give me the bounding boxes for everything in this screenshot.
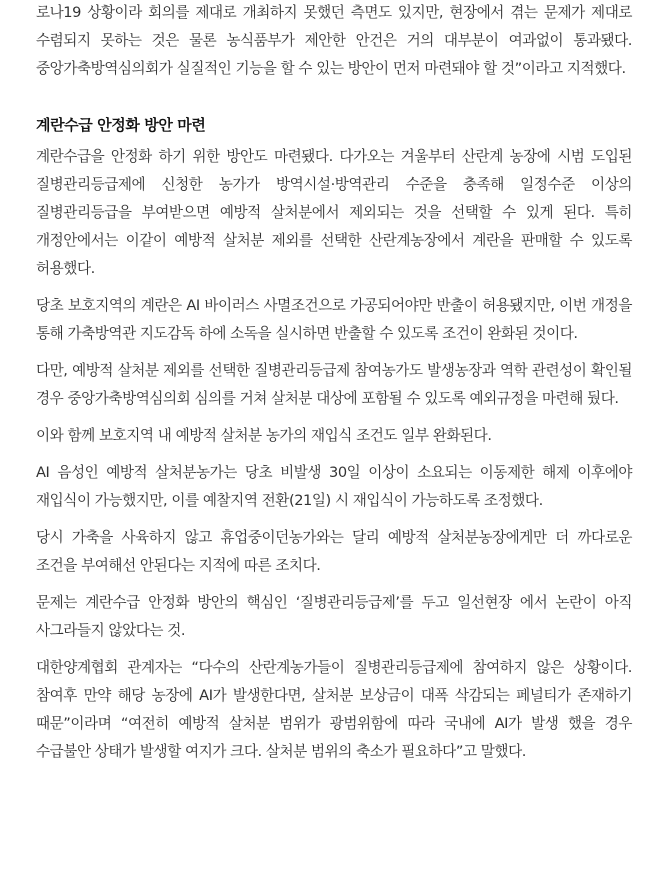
intro-paragraph: 로나19 상황이라 회의를 제대로 개최하지 못했던 측면도 있지만, 현장에서 겪는 문제가 제대로 수렴되지 못하는 것은 물론 농식품부가 제안한 안건은 거의 대부분이 여과없이 통과됐다. 중앙가축방역심의회가 실질적인 기능을 할 수 있는 방안이 먼저 마련돼야 할 것”이라고 지적했다. [36, 4, 632, 77]
article-body [36, 0, 632, 775]
paragraph-measure-reason: 당시 가축을 사육하지 않고 휴업중이던농가와는 달리 예방적 살처분농장에게만 더 까다로운 조건을 부여해선 안된다는 지적에 따른 조치다. [36, 529, 632, 574]
paragraph-exception-rule: 다만, 예방적 살처분 제외를 선택한 질병관리등급제 참여농가도 발생농장과 역학 관련성이 확인될 경우 중앙가축방역심의회 심의를 거쳐 살처분 대상에 포함될 수 있도록 예외규정을 마련해 뒀다. [36, 362, 632, 407]
paragraph-restocking-adjustment: AI 음성인 예방적 살처분농가는 당초 비발생 30일 이상이 소요되는 이동제한 해제 이후에야 재입식이 가능했지만, 이를 예찰지역 전환(21일) 시 재입식이 가능하도록 조정했다. [36, 464, 632, 509]
paragraph-controversy: 문제는 계란수급 안정화 방안의 핵심인 ‘질병관리등급제’를 두고 일선현장 에서 논란이 아직 사그라들지 않았다는 것. [36, 594, 632, 639]
section-title: 계란수급 안정화 방안 마련 [36, 116, 206, 134]
paragraph-association-quote: 대한양계협회 관계자는 “다수의 산란계농가들이 질병관리등급제에 참여하지 않은 상황이다. 참여후 만약 해당 농장에 AI가 발생한다면, 살처분 보상금이 대폭 삭감되는 페널티가 존재하기 때문”이라며 “여전히 예방적 살처분 범위가 광범위함에 따라 국내에 AI가 발생 했을 경우 수급불안 상태가 발생할 여지가 크다. 살처분 범위의 축소가 필요하다”고 말했다. [36, 659, 632, 760]
paragraph-protection-zone-eggs: 당초 보호지역의 계란은 AI 바이러스 사멸조건으로 가공되어야만 반출이 허용됐지만, 이번 개정을 통해 가축방역관 지도감독 하에 소독을 실시하면 반출할 수 있도록 조건이 완화된 것이다. [36, 297, 632, 342]
paragraph-restocking: 이와 함께 보호지역 내 예방적 살처분 농가의 재입식 조건도 일부 완화된다. [36, 427, 492, 444]
paragraph-egg-supply: 계란수급을 안정화 하기 위한 방안도 마련됐다. 다가오는 겨울부터 산란계 농장에 시범 도입된 질병관리등급제에 신청한 농가가 방역시설·방역관리 수준을 충족해 일정수준 이상의 질병관리등급을 부여받으면 예방적 살처분에서 제외되는 것을 선택할 수 있게 된다. 특히 개정안에서는 이같이 예방적 살처분 제외를 선택한 산란계농장에서 계란을 판매할 수 있도록 허용했다. [36, 148, 632, 277]
